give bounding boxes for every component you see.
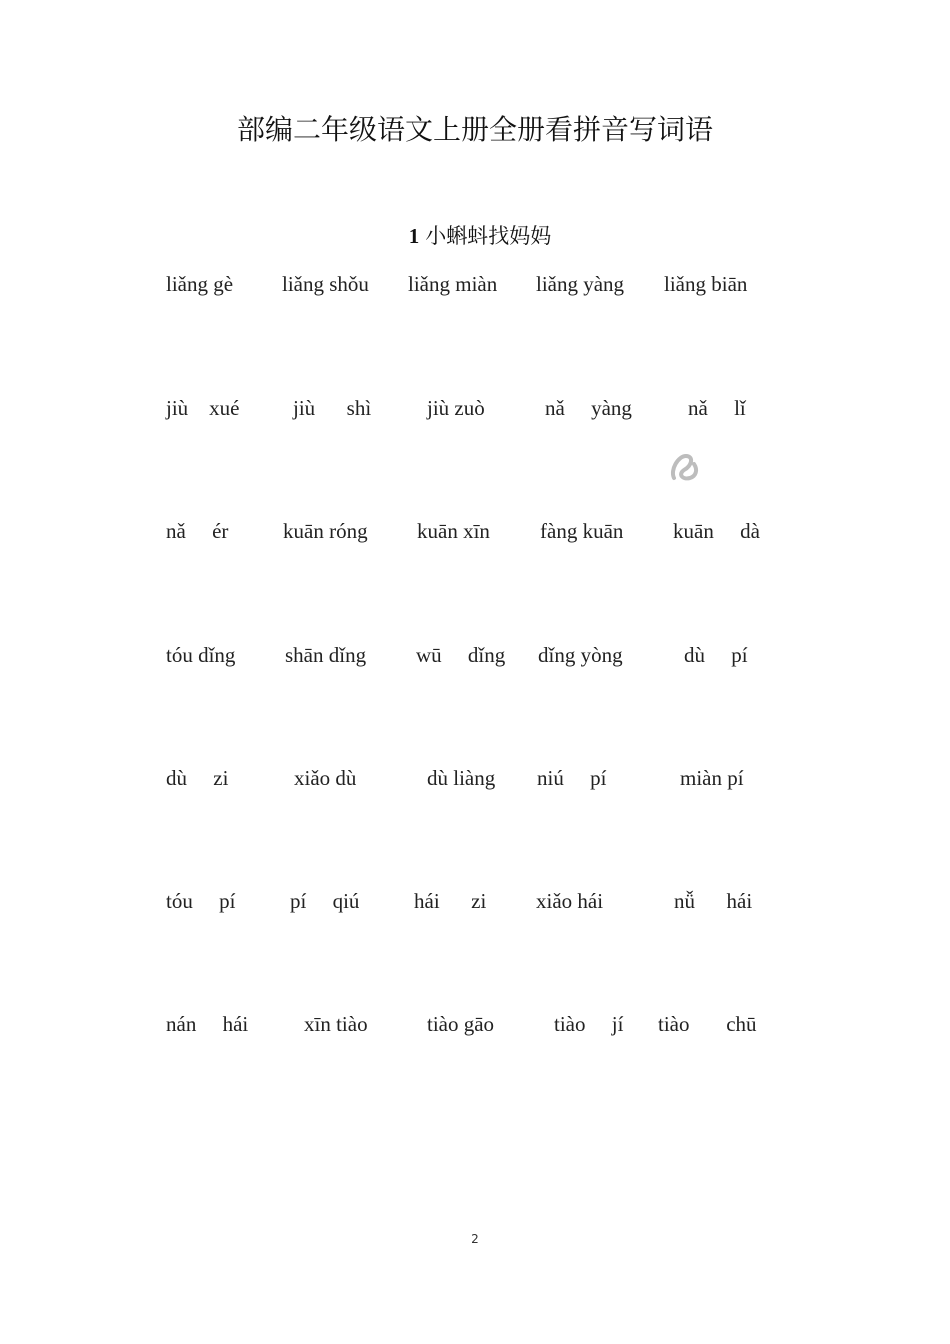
pinyin-row <box>0 643 950 675</box>
pinyin-word: xīn tiào <box>304 1012 368 1036</box>
pinyin-word: kuān xīn <box>417 519 490 543</box>
pinyin-word: pí qiú <box>290 889 360 913</box>
pinyin-word: dù zi <box>166 766 229 790</box>
pinyin-word: liǎng gè <box>166 272 234 296</box>
pinyin-row <box>0 1012 950 1044</box>
pinyin-word: niú pí <box>537 766 607 790</box>
pinyin-word: tiào chū <box>658 1012 757 1036</box>
pinyin-word: fàng kuān <box>540 519 624 543</box>
pinyin-row <box>0 519 950 551</box>
pinyin-word: liǎng miàn <box>408 272 498 296</box>
pinyin-word: xiǎo dù <box>294 766 357 790</box>
document-title: 部编二年级语文上册全册看拼音写词语 <box>236 113 713 146</box>
lesson-title: 小蝌蚪找妈妈 <box>425 224 552 248</box>
lesson-heading <box>0 220 950 250</box>
pinyin-word: dǐng yòng <box>538 643 623 667</box>
pinyin-word: tóu pí <box>166 889 236 913</box>
pinyin-word: jiù shì <box>293 396 372 420</box>
pinyin-word: liǎng biān <box>664 272 748 296</box>
pinyin-word: liǎng shǒu <box>282 272 369 296</box>
pinyin-word: kuān róng <box>283 519 368 543</box>
pinyin-row <box>0 272 950 304</box>
pinyin-word: hái zi <box>414 889 487 913</box>
pinyin-word: nǎ lǐ <box>688 396 746 420</box>
pinyin-word: nǚ hái <box>674 889 753 913</box>
pinyin-word: tiào gāo <box>427 1012 495 1036</box>
pinyin-word: tóu dǐng <box>166 643 236 667</box>
pinyin-word: tiào jí <box>554 1012 624 1036</box>
pinyin-word: dù pí <box>684 643 748 667</box>
pinyin-word: kuān dà <box>673 519 760 543</box>
pinyin-word: nǎ yàng <box>545 396 632 420</box>
pinyin-word: wū dǐng <box>416 643 506 667</box>
pen-stroke-icon <box>668 450 702 484</box>
pinyin-word: miàn pí <box>680 766 744 790</box>
page-number: 2 <box>471 1232 479 1246</box>
lesson-number: 1 <box>408 224 420 248</box>
pinyin-word: nán hái <box>166 1012 249 1036</box>
pinyin-word: jiù zuò <box>427 396 485 420</box>
pinyin-row <box>0 396 950 428</box>
pinyin-row <box>0 766 950 798</box>
pinyin-word: shān dǐng <box>285 643 367 667</box>
pinyin-word: xiǎo hái <box>536 889 604 913</box>
pinyin-word: dù liàng <box>427 766 496 790</box>
pinyin-word: jiù xué <box>166 396 240 420</box>
pinyin-word: nǎ ér <box>166 519 229 543</box>
pinyin-word: liǎng yàng <box>536 272 625 296</box>
pinyin-row <box>0 889 950 921</box>
